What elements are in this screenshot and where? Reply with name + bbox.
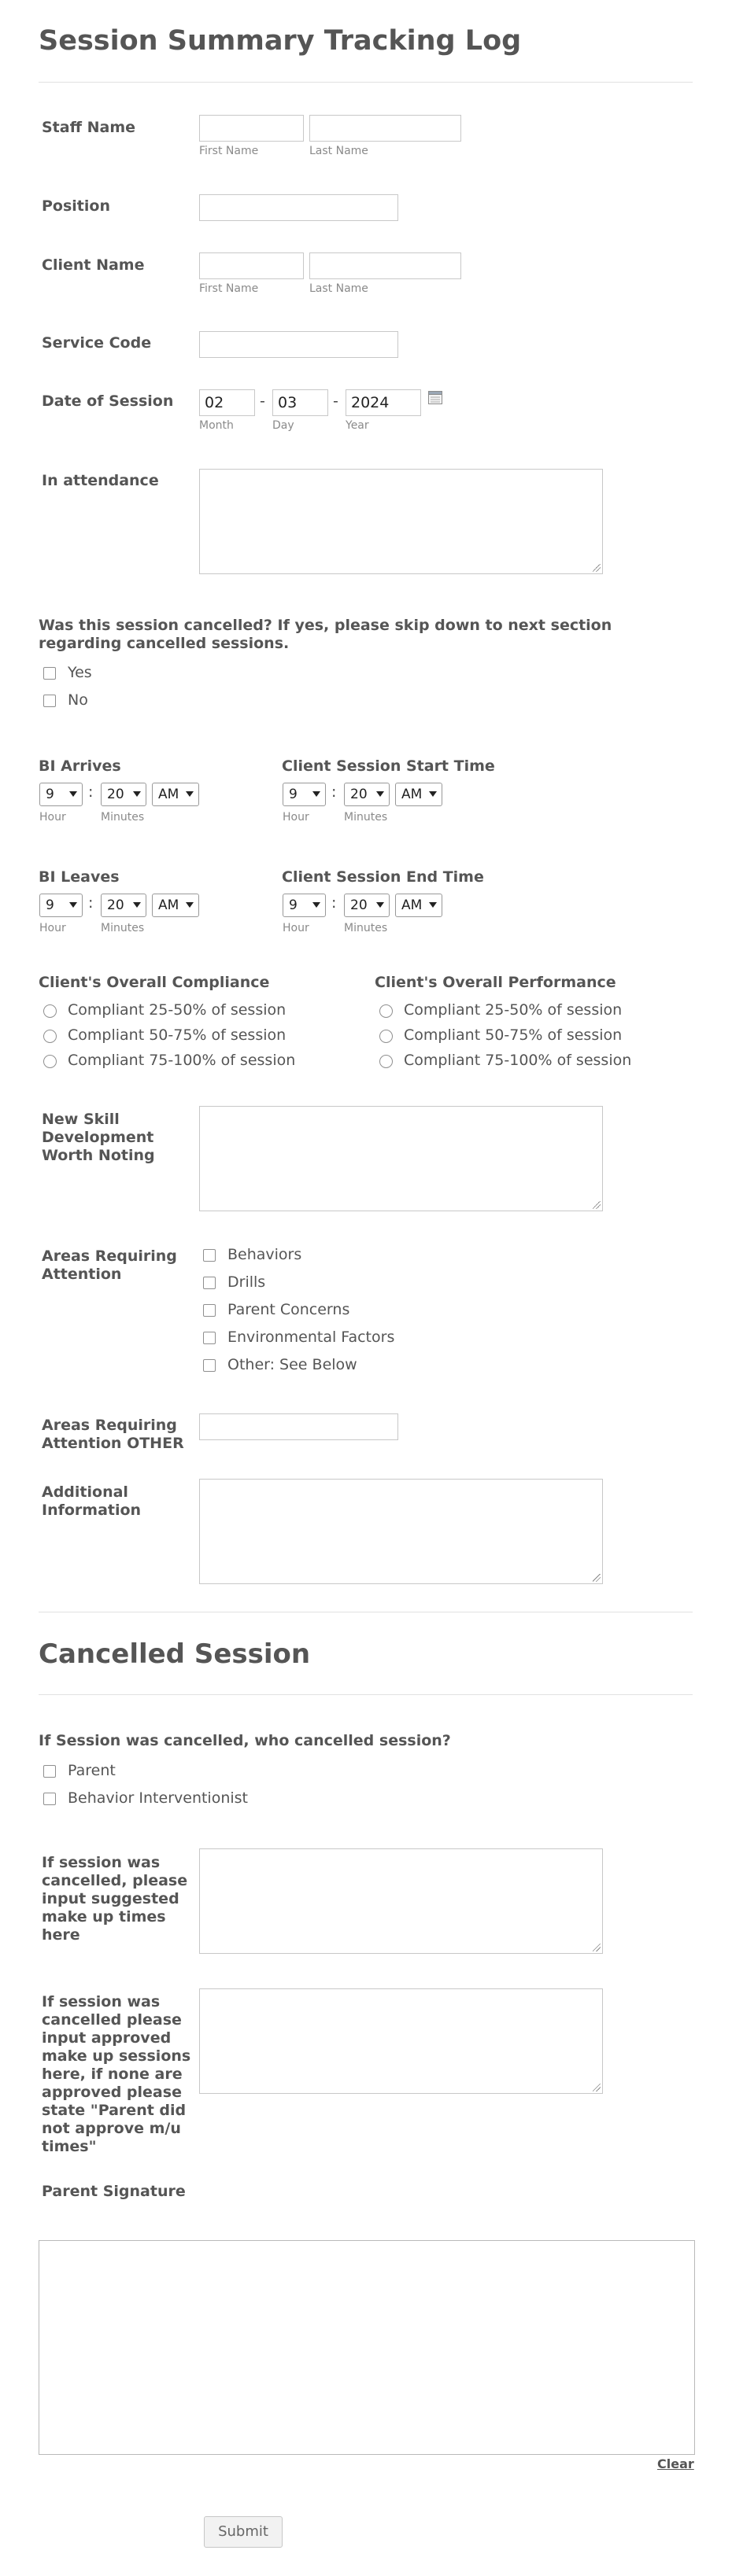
resize-grip-icon[interactable] xyxy=(593,1574,601,1582)
resize-grip-icon[interactable] xyxy=(593,1944,601,1951)
areas-attention-checkbox[interactable] xyxy=(203,1249,216,1262)
chevron-down-icon xyxy=(133,791,141,797)
chevron-down-icon xyxy=(69,902,77,908)
areas-attention-option-label: Behaviors xyxy=(227,1246,302,1263)
chevron-down-icon xyxy=(376,902,384,908)
areas-attention-option-label: Environmental Factors xyxy=(227,1329,395,1346)
staff-name-label: Staff Name xyxy=(42,119,136,136)
client-name-label: Client Name xyxy=(42,256,145,274)
client-last-name-sublabel: Last Name xyxy=(309,282,368,295)
clear-signature-link[interactable]: Clear xyxy=(657,2456,694,2471)
compliance-label: Client's Overall Compliance xyxy=(39,974,270,991)
chevron-down-icon xyxy=(376,791,384,797)
start-time-hour-select[interactable]: 9 xyxy=(283,783,326,806)
areas-attention-label: Areas Requiring Attention xyxy=(42,1247,177,1283)
date-of-session-label: Date of Session xyxy=(42,392,174,410)
areas-attention-checkbox[interactable] xyxy=(203,1332,216,1344)
end-time-minutes-select[interactable]: 20 xyxy=(344,894,390,917)
compliance-option-label: Compliant 50-75% of session xyxy=(68,1026,287,1044)
bi-leaves-hour-sublabel: Hour xyxy=(39,922,66,934)
staff-first-name-input[interactable] xyxy=(199,115,304,142)
bi-leaves-minutes-sublabel: Minutes xyxy=(101,922,145,934)
resize-grip-icon[interactable] xyxy=(593,564,601,572)
resize-grip-icon[interactable] xyxy=(593,1201,601,1209)
end-time-hour-select[interactable]: 9 xyxy=(283,894,326,917)
performance-option-radio[interactable] xyxy=(379,1004,393,1018)
date-year-input[interactable] xyxy=(346,389,421,416)
cancelled-question-label: Was this session cancelled? If yes, please skip down to next section regarding cancelled sessions. xyxy=(39,617,612,652)
areas-attention-checkbox[interactable] xyxy=(203,1359,216,1372)
chevron-down-icon xyxy=(312,791,320,797)
client-first-name-input[interactable] xyxy=(199,252,304,279)
service-code-input[interactable] xyxy=(199,331,398,358)
signature-pad[interactable] xyxy=(39,2240,695,2455)
staff-last-name-sublabel: Last Name xyxy=(309,145,368,157)
compliance-option-label: Compliant 25-50% of session xyxy=(68,1001,287,1019)
chevron-down-icon xyxy=(186,902,194,908)
suggested-makeup-textarea[interactable] xyxy=(199,1848,603,1954)
end-time-minutes-sublabel: Minutes xyxy=(344,922,388,934)
submit-button[interactable]: Submit xyxy=(204,2516,283,2548)
bi-leaves-label: BI Leaves xyxy=(39,868,120,886)
position-input[interactable] xyxy=(199,194,398,221)
bi-arrives-hour-sublabel: Hour xyxy=(39,811,66,824)
bi-arrives-hour-select[interactable]: 9 xyxy=(39,783,83,806)
areas-attention-option-label: Drills xyxy=(227,1273,266,1291)
cancelled-yes-checkbox[interactable] xyxy=(43,667,56,680)
chevron-down-icon xyxy=(69,791,77,797)
bi-leaves-ampm-select[interactable]: AM xyxy=(152,894,199,917)
compliance-option-radio[interactable] xyxy=(43,1030,57,1043)
bi-arrives-minutes-sublabel: Minutes xyxy=(101,811,145,824)
date-day-sublabel: Day xyxy=(272,419,294,432)
performance-option-label: Compliant 50-75% of session xyxy=(404,1026,623,1044)
client-first-name-sublabel: First Name xyxy=(199,282,259,295)
cancelled-yes-label: Yes xyxy=(68,664,92,681)
time-colon: : xyxy=(331,783,337,801)
start-time-minutes-select[interactable]: 20 xyxy=(344,783,390,806)
date-separator: - xyxy=(260,392,265,410)
start-time-ampm-select[interactable]: AM xyxy=(395,783,442,806)
cancelled-session-heading: Cancelled Session xyxy=(39,1638,311,1670)
bi-leaves-hour-select[interactable]: 9 xyxy=(39,894,83,917)
who-cancelled-parent-checkbox[interactable] xyxy=(43,1765,56,1778)
areas-attention-checkbox[interactable] xyxy=(203,1304,216,1317)
who-cancelled-bi-checkbox[interactable] xyxy=(43,1793,56,1805)
chevron-down-icon xyxy=(133,902,141,908)
client-last-name-input[interactable] xyxy=(309,252,461,279)
time-colon: : xyxy=(88,783,94,801)
end-time-ampm-select[interactable]: AM xyxy=(395,894,442,917)
cancelled-heading-divider xyxy=(39,1694,693,1695)
date-day-input[interactable] xyxy=(272,389,328,416)
title-divider xyxy=(39,82,693,83)
parent-signature-label: Parent Signature xyxy=(42,2183,186,2200)
who-cancelled-bi-label: Behavior Interventionist xyxy=(68,1789,249,1807)
bi-arrives-label: BI Arrives xyxy=(39,757,121,775)
chevron-down-icon xyxy=(429,902,437,908)
cancelled-no-label: No xyxy=(68,691,88,709)
start-time-hour-sublabel: Hour xyxy=(283,811,309,824)
new-skill-label: New Skill Development Worth Noting xyxy=(42,1111,155,1164)
staff-first-name-sublabel: First Name xyxy=(199,145,259,157)
areas-other-label: Areas Requiring Attention OTHER xyxy=(42,1417,184,1452)
approved-makeup-textarea[interactable] xyxy=(199,1988,603,2094)
bi-leaves-minutes-select[interactable]: 20 xyxy=(101,894,146,917)
compliance-option-radio[interactable] xyxy=(43,1055,57,1068)
approved-makeup-label: If session was cancelled please input approved make up sessions here, if none are approved please state "Parent did not approve m/u times" xyxy=(42,1993,191,2155)
areas-other-input[interactable] xyxy=(199,1413,398,1440)
suggested-makeup-label: If session was cancelled, please input suggested make up times here xyxy=(42,1854,188,1944)
cancelled-no-checkbox[interactable] xyxy=(43,695,56,707)
performance-option-radio[interactable] xyxy=(379,1030,393,1043)
performance-option-label: Compliant 25-50% of session xyxy=(404,1001,623,1019)
additional-info-label: Additional Information xyxy=(42,1483,142,1519)
chevron-down-icon xyxy=(186,791,194,797)
page-title: Session Summary Tracking Log xyxy=(39,25,522,57)
chevron-down-icon xyxy=(429,791,437,797)
time-colon: : xyxy=(331,894,337,912)
date-year-sublabel: Year xyxy=(346,419,369,432)
bi-arrives-minutes-select[interactable]: 20 xyxy=(101,783,146,806)
end-time-hour-sublabel: Hour xyxy=(283,922,309,934)
resize-grip-icon[interactable] xyxy=(593,2084,601,2091)
date-month-input[interactable] xyxy=(199,389,255,416)
additional-info-textarea[interactable] xyxy=(199,1479,603,1584)
staff-last-name-input[interactable] xyxy=(309,115,461,142)
performance-option-radio[interactable] xyxy=(379,1055,393,1068)
compliance-option-label: Compliant 75-100% of session xyxy=(68,1052,296,1069)
in-attendance-textarea[interactable] xyxy=(199,469,603,574)
start-time-label: Client Session Start Time xyxy=(282,757,495,775)
start-time-minutes-sublabel: Minutes xyxy=(344,811,388,824)
who-cancelled-label: If Session was cancelled, who cancelled session? xyxy=(39,1732,451,1749)
areas-attention-option-label: Other: See Below xyxy=(227,1356,357,1373)
time-colon: : xyxy=(88,894,94,912)
bi-arrives-ampm-select[interactable]: AM xyxy=(152,783,199,806)
chevron-down-icon xyxy=(312,902,320,908)
performance-label: Client's Overall Performance xyxy=(375,974,616,991)
position-label: Position xyxy=(42,197,110,215)
service-code-label: Service Code xyxy=(42,334,152,352)
in-attendance-label: In attendance xyxy=(42,472,159,489)
new-skill-textarea[interactable] xyxy=(199,1106,603,1211)
date-month-sublabel: Month xyxy=(199,419,234,432)
calendar-icon[interactable] xyxy=(428,391,442,404)
areas-attention-checkbox[interactable] xyxy=(203,1277,216,1289)
performance-option-label: Compliant 75-100% of session xyxy=(404,1052,632,1069)
compliance-option-radio[interactable] xyxy=(43,1004,57,1018)
end-time-label: Client Session End Time xyxy=(282,868,484,886)
areas-attention-option-label: Parent Concerns xyxy=(227,1301,350,1318)
who-cancelled-parent-label: Parent xyxy=(68,1762,116,1779)
date-separator: - xyxy=(333,392,338,410)
